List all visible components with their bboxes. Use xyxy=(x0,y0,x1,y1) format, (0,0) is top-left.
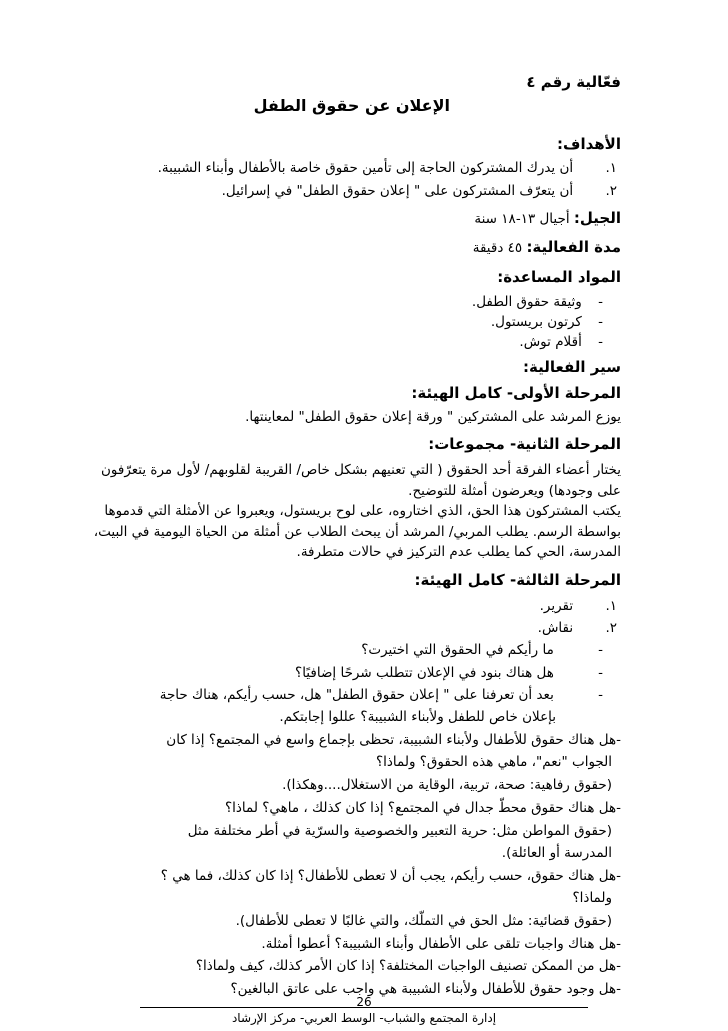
question-item xyxy=(361,641,603,659)
bullet-dash: - xyxy=(598,687,603,703)
discussion-line: (حقوق رفاهية: صحة، تربية، الوقاية من الاستغلال....وهكذا). xyxy=(282,777,612,793)
discussion-line: الجواب "نعم"، ماهي هذه الحقوق؟ ولماذا؟ xyxy=(376,754,612,770)
item-number: ١. xyxy=(605,598,617,614)
discussion-line: -هل هناك حقوق للأطفال ولأبناء الشبيبة، تحظى بإجماع واسع في المجتمع؟ إذا كان xyxy=(166,732,621,748)
item-text: نقاش. xyxy=(537,620,574,636)
goal-number: ٢. xyxy=(605,183,617,199)
goals-heading: الأهداف: xyxy=(557,135,621,153)
stage2-line: على وجودها) ويعرضون أمثلة للتوضيح. xyxy=(408,483,621,499)
question-continuation: بإعلان خاص للطفل ولأبناء الشبيبة؟ عللوا إجابتكم. xyxy=(279,709,556,725)
footer-rule xyxy=(140,1007,588,1008)
procedure-heading: سير الفعالية: xyxy=(523,358,621,376)
material-text: أقلام توش. xyxy=(519,334,582,350)
material-text: كرتون بريستول. xyxy=(490,314,582,330)
discussion-line: -هل وجود حقوق للأطفال ولأبناء الشبيبة هي واجب على عاتق البالغين؟ xyxy=(230,981,621,997)
duration-value: ٤٥ دقيقة xyxy=(472,240,523,256)
goal-text: أن يدرك المشتركون الحاجة إلى تأمين حقوق خاصة بالأطفال وأبناء الشبيبة. xyxy=(157,160,574,176)
discussion-line: (حقوق المواطن مثل: حرية التعبير والخصوصية والسرّية في أطر مختلفة مثل xyxy=(187,823,612,839)
goal-item xyxy=(158,159,617,177)
discussion-line: المدرسة أو العائلة). xyxy=(501,845,612,861)
stage2-line: المدرسة، الحي كما يطلب عدم التركيز في حالات متطرفة. xyxy=(296,544,621,560)
material-item xyxy=(491,313,603,331)
item-number: ٢. xyxy=(605,620,617,636)
age-label: الجيل: xyxy=(573,209,621,227)
page-number: 26 xyxy=(356,995,372,1009)
bullet-dash: - xyxy=(598,314,603,330)
bullet-dash: - xyxy=(598,665,603,681)
goal-item xyxy=(222,182,617,200)
goal-text: أن يتعرّف المشتركون على " إعلان حقوق الطفل" في إسرائيل. xyxy=(221,183,574,199)
duration-row xyxy=(473,238,621,257)
stage1-text: يوزع المرشد على المشتركين " ورقة إعلان حقوق الطفل" لمعاينتها. xyxy=(245,409,621,425)
question-item xyxy=(160,686,603,704)
material-text: وثيقة حقوق الطفل. xyxy=(471,294,582,310)
age-value: أجيال ١٣-١٨ سنة xyxy=(474,211,570,227)
discussion-line: -هل هناك واجبات تلقى على الأطفال وأبناء الشبيبة؟ أعطوا أمثلة. xyxy=(261,936,621,952)
discussion-line: -هل هناك حقوق، حسب رأيكم، يجب أن لا تعطى للأطفال؟ إذا كان كذلك، فما هي ؟ xyxy=(160,868,621,884)
discussion-line: -هل من الممكن تصنيف الواجبات المختلفة؟ إذا كان الأمر كذلك، كيف ولماذا؟ xyxy=(195,958,621,974)
stage2-heading: المرحلة الثانية- مجموعات: xyxy=(428,435,621,453)
discussion-line: -هل هناك حقوق محطّ جدال في المجتمع؟ إذا كان كذلك ، ماهي؟ لماذا؟ xyxy=(224,800,621,816)
discussion-line: ولماذا؟ xyxy=(572,890,612,906)
footer-text: إدارة المجتمع والشباب- الوسط العربي- مركز الإرشاد xyxy=(231,1011,497,1025)
bullet-dash: - xyxy=(598,642,603,658)
discussion-line: (حقوق قضائية: مثل الحق في التملّك، والتي غالبًا لا تعطى للأطفال). xyxy=(235,913,612,929)
activity-number: فعّالية رقم ٤ xyxy=(526,73,621,91)
item-text: تقرير. xyxy=(539,598,574,614)
stage3-item xyxy=(538,619,617,637)
bullet-dash: - xyxy=(598,294,603,310)
page-title: الإعلان عن حقوق الطفل xyxy=(253,96,450,115)
stage2-line: بواسطة الرسم. يطلب المربي/ المرشد أن يبحث الطلاب عن أمثلة من الحياة اليومية في البيت، xyxy=(93,524,621,540)
age-row xyxy=(474,209,621,228)
goal-number: ١. xyxy=(605,160,617,176)
duration-label: مدة الفعالية: xyxy=(526,238,621,256)
materials-heading: المواد المساعدة: xyxy=(497,268,621,286)
stage2-line: يكتب المشتركون هذا الحق، الذي اختاروه، على لوح بريستول، ويعبروا عن الأمثلة التي قدموها xyxy=(104,503,621,519)
stage1-heading: المرحلة الأولى- كامل الهيئة: xyxy=(411,384,621,402)
question-text: ما رأيكم في الحقوق التي اختيرت؟ xyxy=(361,642,554,658)
question-item xyxy=(295,664,603,682)
stage3-heading: المرحلة الثالثة- كامل الهيئة: xyxy=(414,571,621,589)
material-item xyxy=(519,333,603,351)
question-text: بعد أن تعرفنا على " إعلان حقوق الطفل" هل، حسب رأيكم، هناك حاجة xyxy=(159,687,554,703)
stage2-line: يختار أعضاء الفرقة أحد الحقوق ( التي تعنيهم بشكل خاص/ القريبة لقلوبهم/ لأول مرة يتعرّفون xyxy=(100,462,621,478)
material-item xyxy=(472,293,603,311)
question-text: هل هناك بنود في الإعلان تتطلب شرحًا إضافيًا؟ xyxy=(295,665,554,681)
bullet-dash: - xyxy=(598,334,603,350)
stage3-item xyxy=(540,597,617,615)
